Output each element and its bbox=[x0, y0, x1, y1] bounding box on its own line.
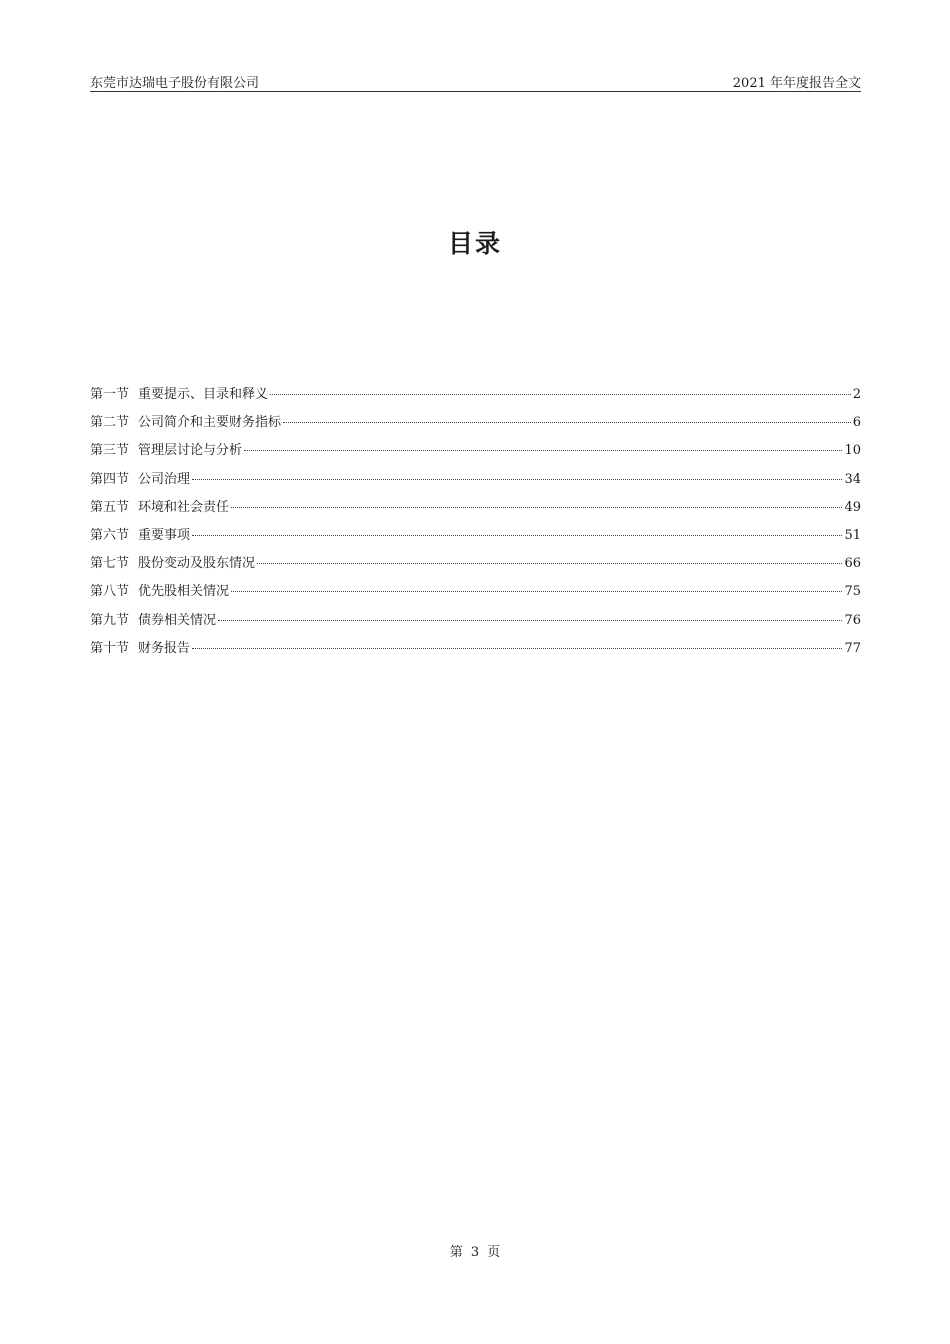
toc-leader-dots bbox=[283, 422, 851, 423]
page-header bbox=[90, 70, 861, 92]
toc-page-number: 6 bbox=[852, 415, 861, 431]
toc-page-number: 49 bbox=[844, 499, 861, 515]
page-title: 目录 bbox=[447, 229, 502, 258]
toc-page-number: 66 bbox=[844, 556, 861, 572]
toc-entry-5[interactable] bbox=[90, 496, 861, 524]
toc-leader-dots bbox=[270, 394, 851, 395]
toc-page-number: 76 bbox=[844, 612, 861, 628]
toc-section-number: 第四节 bbox=[90, 471, 130, 487]
toc-entry-1[interactable] bbox=[90, 383, 861, 411]
toc-leader-dots bbox=[218, 620, 842, 621]
toc-leader-dots bbox=[192, 648, 842, 649]
toc-leader-dots bbox=[231, 591, 842, 592]
toc-section-title: 管理层讨论与分析 bbox=[138, 443, 243, 459]
toc-page-number: 10 bbox=[844, 443, 861, 459]
toc-entry-10[interactable] bbox=[90, 637, 861, 665]
toc-leader-dots bbox=[244, 450, 842, 451]
toc-page-number: 75 bbox=[844, 584, 861, 600]
toc-leader-dots bbox=[257, 563, 842, 564]
toc-section-title: 公司治理 bbox=[138, 471, 191, 487]
toc-section-title: 优先股相关情况 bbox=[138, 584, 230, 600]
toc-leader-dots bbox=[192, 535, 842, 536]
table-of-contents bbox=[90, 383, 861, 665]
toc-entry-8[interactable] bbox=[90, 580, 861, 608]
toc-leader-dots bbox=[192, 479, 842, 480]
toc-section-number: 第八节 bbox=[90, 584, 130, 600]
toc-section-number: 第三节 bbox=[90, 443, 130, 459]
toc-section-number: 第九节 bbox=[90, 612, 130, 628]
header-company-name: 东莞市达瑞电子股份有限公司 bbox=[90, 76, 260, 91]
toc-section-title: 债券相关情况 bbox=[138, 612, 217, 628]
toc-section-title: 股份变动及股东情况 bbox=[138, 556, 256, 572]
toc-leader-dots bbox=[231, 507, 842, 508]
toc-section-title: 重要提示、目录和释义 bbox=[138, 387, 269, 402]
toc-section-number: 第五节 bbox=[90, 499, 130, 515]
toc-section-number: 第六节 bbox=[90, 527, 130, 543]
toc-section-title: 财务报告 bbox=[138, 640, 191, 656]
toc-section-number: 第七节 bbox=[90, 556, 130, 572]
toc-page-number: 51 bbox=[844, 527, 861, 543]
toc-section-title: 环境和社会责任 bbox=[138, 499, 230, 515]
page-footer-number: 第 3 页 bbox=[449, 1245, 501, 1260]
header-report-title: 2021 年年度报告全文 bbox=[732, 76, 861, 91]
toc-entry-6[interactable] bbox=[90, 524, 861, 552]
toc-page-number: 77 bbox=[844, 640, 861, 656]
toc-section-number: 第二节 bbox=[90, 415, 130, 431]
toc-entry-7[interactable] bbox=[90, 552, 861, 580]
toc-page-number: 34 bbox=[844, 471, 861, 487]
toc-section-number: 第一节 bbox=[90, 387, 130, 402]
toc-entry-9[interactable] bbox=[90, 609, 861, 637]
toc-entry-3[interactable] bbox=[90, 439, 861, 467]
toc-entry-4[interactable] bbox=[90, 468, 861, 496]
toc-page-number: 2 bbox=[852, 387, 861, 402]
toc-section-title: 公司简介和主要财务指标 bbox=[138, 415, 282, 431]
toc-section-title: 重要事项 bbox=[138, 527, 191, 543]
toc-entry-2[interactable] bbox=[90, 411, 861, 439]
toc-section-number: 第十节 bbox=[90, 640, 130, 656]
